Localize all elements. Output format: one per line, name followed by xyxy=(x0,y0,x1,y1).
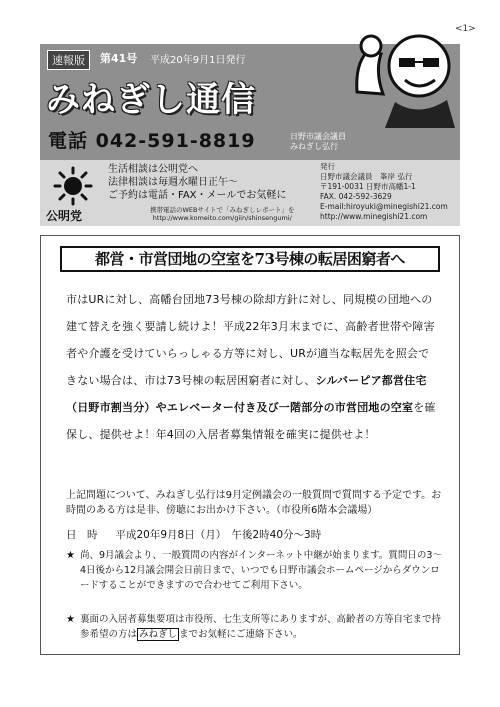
schedule-label: 日 時 xyxy=(66,529,98,541)
contact-line: 日野市議会議員 峯岸 弘行 xyxy=(320,172,413,181)
contact-line: 〒191-0031 日野市高幡1-1 xyxy=(320,182,416,191)
contact-line: 発行 xyxy=(320,162,335,171)
contact-website[interactable]: http://www.minegishi21.com xyxy=(320,212,428,221)
edition-badge: 速報版 xyxy=(47,50,90,70)
council-member-label xyxy=(290,132,346,152)
note-text-part: までお気軽にご連絡下さい。 xyxy=(179,629,303,640)
note-text-part: 裏面の入居者募集要項は市役所、七生支所等にありますが、高齢者の方等自宅まで持参希望の方は xyxy=(80,614,442,640)
caricature-portrait-icon xyxy=(355,22,465,128)
issue-number: 第41号 xyxy=(100,52,138,65)
consultation-info xyxy=(108,163,286,202)
schedule-value: 平成20年9月8日（月） 午後2時40分～3時 xyxy=(115,529,322,541)
consult-line: 生活相談は公明党へ xyxy=(108,164,198,175)
consult-line: 法律相談は毎週水曜日正午～ xyxy=(108,177,238,188)
mobile-web-caption: 携帯電話のWEBサイトで「みねぎしレポート」を xyxy=(150,206,295,214)
note-internet xyxy=(66,548,442,593)
article-body xyxy=(66,286,438,448)
body-emphasis: シルバーピア都営住宅（日野市割当分）やエレベーター付き及び一階部分の市営団地の空室 xyxy=(66,374,427,414)
question-summary: 上記問題について、みねぎし弘行は9月定例議会の一般質問で質問する予定です。お時間のある方は是非、傍聴にお出かけ下さい。（市役所6階本会議場） xyxy=(66,490,442,516)
mobile-web-url[interactable]: http://www.komeito.com/giin/shinsengumi/ xyxy=(152,214,292,222)
page-number: <1> xyxy=(455,24,476,34)
newsletter-title: みねぎし通信 xyxy=(46,80,256,120)
note-text xyxy=(80,612,442,642)
body-text: を確保し、提供せよ！年4回の入居者募集情報を確実に提供せよ！ xyxy=(66,401,436,441)
contact-line: FAX. 042-592-3629 xyxy=(320,192,392,201)
publisher-contact xyxy=(320,162,448,222)
council-title: 日野市議会議員 xyxy=(290,132,346,141)
star-icon: ★ xyxy=(66,614,75,625)
mobile-web-info xyxy=(150,206,295,222)
note-text: 尚、9月議会より、一般質問の内容がインターネット中継が始まります。質問日の3～4日後から12月議会開会日前日まで、いつでも日野市議会ホームページからダウンロードすることができますので合わせてご利用下さい。 xyxy=(80,550,442,591)
consult-line: ご予約は電話・FAX・メールでお気軽に xyxy=(108,190,287,201)
note-application xyxy=(66,612,442,642)
phone-number: 電話 042-591-8819 xyxy=(48,130,256,152)
body-text: 市はURに対し、高幡台団地73号棟の除却方針に対し、同規模の団地への建て替えを強く要請し続けよ！平成22年3月末までに、高齢者世帯や障害者や介護を受けていらっしゃる方等に対し、URが適当な転居先を照会できない場合は、市は73号棟の転居困窮者に対し、 xyxy=(66,293,435,387)
star-icon: ★ xyxy=(66,550,75,561)
boxed-name: みねぎし xyxy=(139,629,178,640)
contact-email[interactable]: E-mail:hiroyuki@minegishi21.com xyxy=(320,202,448,211)
party-name: 公明党 xyxy=(46,209,83,223)
schedule-line xyxy=(66,527,442,542)
article-headline: 都営・市営団地の空室を73号棟の転居困窮者へ xyxy=(60,246,440,272)
council-name: みねぎし弘行 xyxy=(290,142,338,151)
publish-date: 平成20年9月1日発行 xyxy=(150,55,246,66)
sun-logo-icon xyxy=(48,166,98,206)
